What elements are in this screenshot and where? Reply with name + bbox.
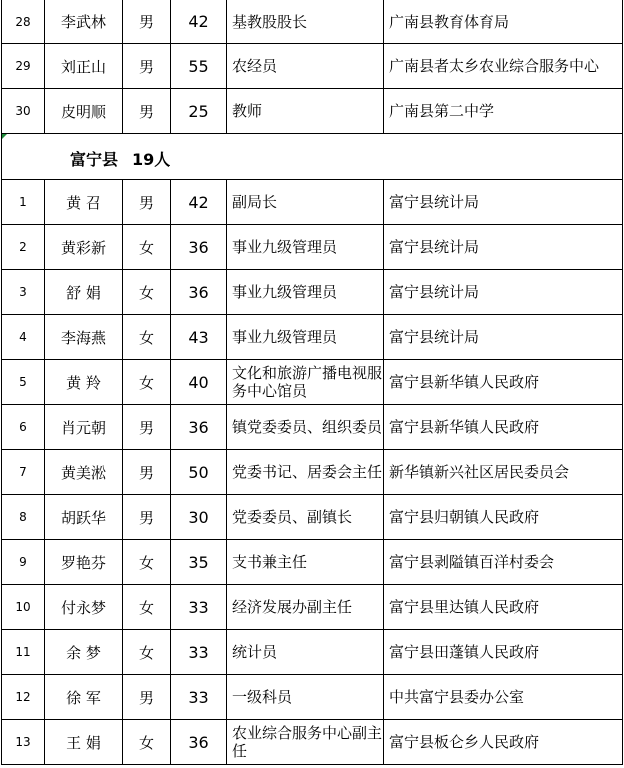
row-index: 4 <box>2 315 45 360</box>
row-name: 李海燕 <box>45 315 123 360</box>
row-age: 42 <box>171 180 227 225</box>
row-name: 李武林 <box>45 0 123 44</box>
row-name: 胡跃华 <box>45 495 123 540</box>
row-sex: 男 <box>123 44 171 89</box>
row-sex: 男 <box>123 405 171 450</box>
table-row <box>2 450 623 495</box>
row-position: 统计员 <box>227 630 384 675</box>
row-age: 42 <box>171 0 227 44</box>
table-row <box>2 270 623 315</box>
row-position: 农经员 <box>227 44 384 89</box>
row-index: 28 <box>2 0 45 44</box>
row-organization: 广南县教育体育局 <box>384 0 623 44</box>
table-row <box>2 630 623 675</box>
row-position: 农业综合服务中心副主任 <box>227 720 384 765</box>
row-name: 黄彩新 <box>45 225 123 270</box>
row-organization: 中共富宁县委办公室 <box>384 675 623 720</box>
section-county: 富宁县 <box>70 150 119 169</box>
row-name: 罗艳芬 <box>45 540 123 585</box>
row-name: 舒 娟 <box>45 270 123 315</box>
table-row <box>2 720 623 765</box>
table-row <box>2 225 623 270</box>
row-sex: 男 <box>123 89 171 134</box>
row-sex: 女 <box>123 540 171 585</box>
row-age: 50 <box>171 450 227 495</box>
row-age: 33 <box>171 630 227 675</box>
row-organization: 广南县者太乡农业综合服务中心 <box>384 44 623 89</box>
row-age: 25 <box>171 89 227 134</box>
row-position: 事业九级管理员 <box>227 225 384 270</box>
row-sex: 男 <box>123 0 171 44</box>
table-row <box>2 585 623 630</box>
row-organization: 富宁县田蓬镇人民政府 <box>384 630 623 675</box>
row-organization: 富宁县归朝镇人民政府 <box>384 495 623 540</box>
row-age: 40 <box>171 360 227 405</box>
row-position: 副局长 <box>227 180 384 225</box>
row-index: 30 <box>2 89 45 134</box>
row-sex: 女 <box>123 225 171 270</box>
table-row <box>2 44 623 89</box>
row-index: 11 <box>2 630 45 675</box>
row-organization: 富宁县统计局 <box>384 270 623 315</box>
row-organization: 富宁县统计局 <box>384 180 623 225</box>
row-age: 55 <box>171 44 227 89</box>
table-row <box>2 405 623 450</box>
row-position: 教师 <box>227 89 384 134</box>
row-age: 43 <box>171 315 227 360</box>
row-index: 7 <box>2 450 45 495</box>
row-organization: 富宁县板仑乡人民政府 <box>384 720 623 765</box>
row-organization: 富宁县统计局 <box>384 225 623 270</box>
row-sex: 女 <box>123 585 171 630</box>
row-name: 徐 军 <box>45 675 123 720</box>
table-row <box>2 540 623 585</box>
table-row <box>2 495 623 540</box>
row-index: 13 <box>2 720 45 765</box>
row-index: 29 <box>2 44 45 89</box>
row-name: 黄 召 <box>45 180 123 225</box>
row-organization: 富宁县剥隘镇百洋村委会 <box>384 540 623 585</box>
row-organization: 新华镇新兴社区居民委员会 <box>384 450 623 495</box>
row-age: 36 <box>171 270 227 315</box>
row-name: 刘正山 <box>45 44 123 89</box>
row-organization: 富宁县统计局 <box>384 315 623 360</box>
row-index: 6 <box>2 405 45 450</box>
row-position: 文化和旅游广播电视服务中心馆员 <box>227 360 384 405</box>
row-age: 36 <box>171 225 227 270</box>
row-age: 35 <box>171 540 227 585</box>
row-age: 30 <box>171 495 227 540</box>
row-name: 黄 羚 <box>45 360 123 405</box>
row-age: 33 <box>171 675 227 720</box>
row-position: 支书兼主任 <box>227 540 384 585</box>
row-name: 黄美淞 <box>45 450 123 495</box>
row-position: 党委书记、居委会主任 <box>227 450 384 495</box>
row-organization: 富宁县里达镇人民政府 <box>384 585 623 630</box>
row-name: 王 娟 <box>45 720 123 765</box>
row-index: 8 <box>2 495 45 540</box>
row-index: 3 <box>2 270 45 315</box>
row-name: 皮明顺 <box>45 89 123 134</box>
row-index: 2 <box>2 225 45 270</box>
row-name: 余 梦 <box>45 630 123 675</box>
table-row <box>2 0 623 44</box>
row-position: 镇党委委员、组织委员 <box>227 405 384 450</box>
table-row <box>2 89 623 134</box>
row-age: 33 <box>171 585 227 630</box>
row-organization: 富宁县新华镇人民政府 <box>384 360 623 405</box>
row-sex: 男 <box>123 675 171 720</box>
row-organization: 富宁县新华镇人民政府 <box>384 405 623 450</box>
row-index: 5 <box>2 360 45 405</box>
row-sex: 女 <box>123 270 171 315</box>
row-index: 9 <box>2 540 45 585</box>
row-position: 一级科员 <box>227 675 384 720</box>
row-index: 12 <box>2 675 45 720</box>
row-sex: 男 <box>123 180 171 225</box>
section-header-row <box>2 134 623 180</box>
table-row <box>2 360 623 405</box>
row-sex: 女 <box>123 720 171 765</box>
row-name: 付永梦 <box>45 585 123 630</box>
section-title <box>70 147 170 170</box>
row-position: 事业九级管理员 <box>227 315 384 360</box>
row-sex: 女 <box>123 360 171 405</box>
row-age: 36 <box>171 720 227 765</box>
row-age: 36 <box>171 405 227 450</box>
staff-table <box>1 0 623 765</box>
row-sex: 女 <box>123 315 171 360</box>
row-name: 肖元朝 <box>45 405 123 450</box>
row-position: 事业九级管理员 <box>227 270 384 315</box>
row-position: 经济发展办副主任 <box>227 585 384 630</box>
table-row <box>2 180 623 225</box>
cell-comment-marker <box>2 134 7 139</box>
row-position: 基教股股长 <box>227 0 384 44</box>
table-row <box>2 315 623 360</box>
section-header <box>2 134 623 180</box>
row-sex: 男 <box>123 495 171 540</box>
row-organization: 广南县第二中学 <box>384 89 623 134</box>
section-count: 19人 <box>132 150 171 169</box>
table-row <box>2 675 623 720</box>
row-sex: 男 <box>123 450 171 495</box>
row-index: 1 <box>2 180 45 225</box>
row-sex: 女 <box>123 630 171 675</box>
row-position: 党委委员、副镇长 <box>227 495 384 540</box>
row-index: 10 <box>2 585 45 630</box>
